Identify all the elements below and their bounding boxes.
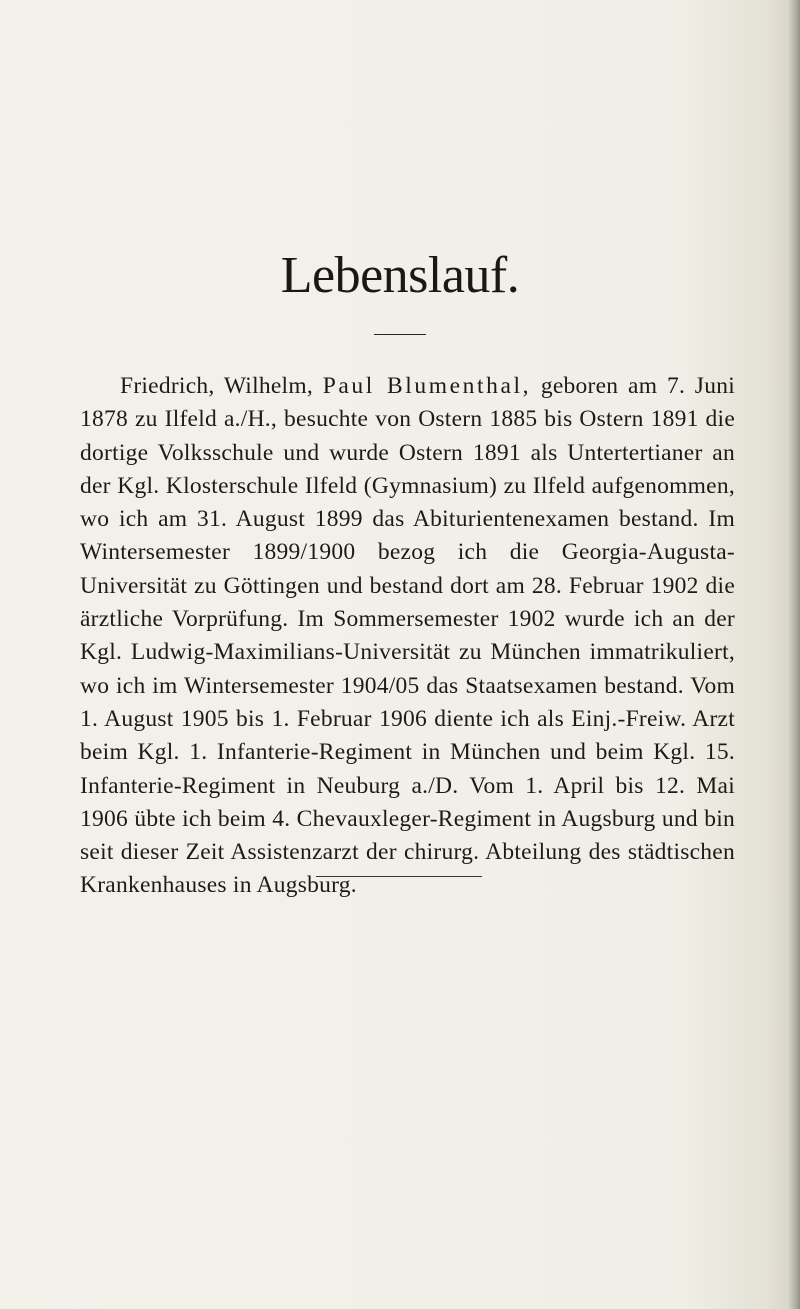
- paragraph-body: geboren am 7. Juni 1878 zu Ilfeld a./H., besuchte von Ostern 1885 bis Ostern 1891 die dortige Volksschule und wurde Ostern 1891 als Untertertianer an der Kgl. Klosterschule Ilfeld (Gymnasium) zu Ilfeld aufgenommen, wo ich am 31. August 1899 das Abiturientenexamen bestand. Im Wintersemester 1899/1900 bezog ich die Georgia-Augusta-Universität zu Göttingen und bestand dort am 28. Februar 1902 die ärztliche Vorprüfung. Im Sommersemester 1902 wurde ich an der Kgl. Ludwig-Maximilians-Universität zu München immatrikuliert, wo ich im Wintersemester 1904/05 das Staatsexamen bestand. Vom 1. August 1905 bis 1. Februar 1906 diente ich als Einj.-Freiw. Arzt beim Kgl. 1. Infanterie-Regiment in München und beim Kgl. 15. Infanterie-Regiment in Neuburg a./D. Vom 1. April bis 12. Mai 1906 übte ich beim 4. Chevauxleger-Regiment in Augsburg und bin seit dieser Zeit Assistenzarzt der chirurg. Abteilung des städtischen Krankenhauses in Augsburg.: [80, 373, 735, 899]
- document-title: Lebenslauf.: [280, 247, 520, 304]
- page-edge-shadow: [788, 0, 800, 1309]
- first-names: Friedrich, Wilhelm,: [120, 373, 323, 399]
- biography-paragraph: [80, 370, 735, 903]
- title-divider: [374, 334, 426, 335]
- surname: Paul Blumenthal,: [322, 373, 532, 399]
- closing-divider: [316, 876, 482, 877]
